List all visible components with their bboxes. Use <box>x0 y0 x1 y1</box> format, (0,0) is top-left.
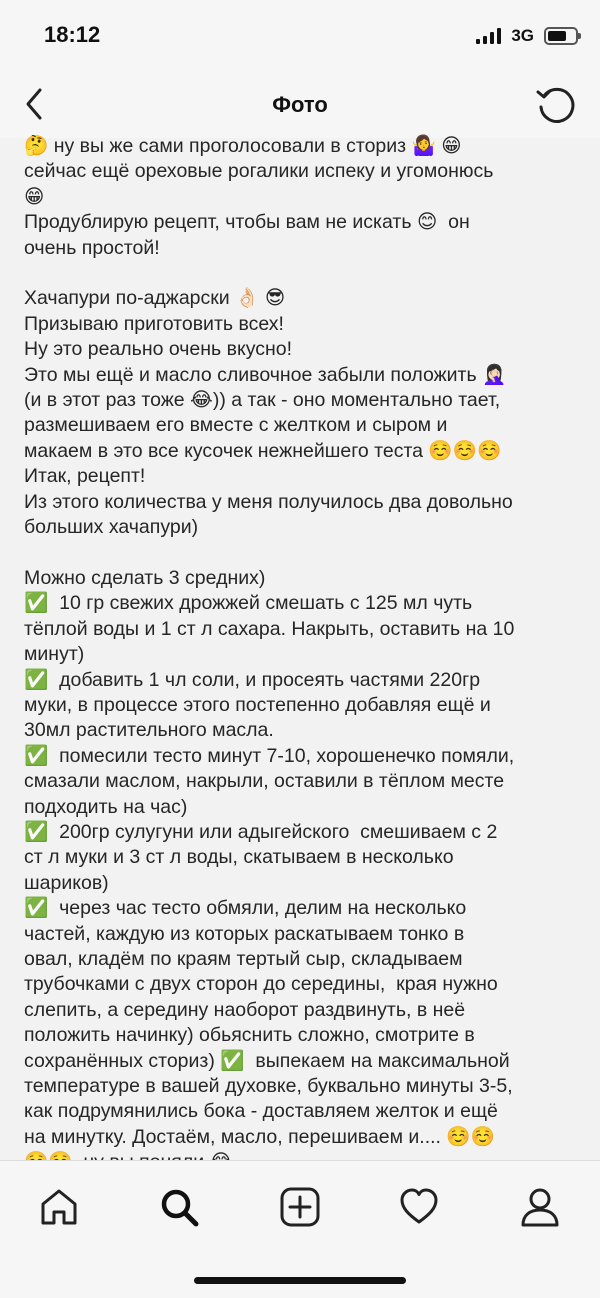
tab-activity[interactable] <box>397 1185 441 1229</box>
signal-icon <box>476 28 501 44</box>
tab-home[interactable] <box>37 1185 81 1229</box>
tab-add-post[interactable] <box>278 1185 322 1229</box>
refresh-icon <box>534 82 580 128</box>
page-title: Фото <box>272 92 328 117</box>
profile-icon <box>519 1186 561 1228</box>
battery-icon <box>544 27 578 45</box>
home-icon <box>38 1186 80 1228</box>
search-icon <box>158 1186 200 1228</box>
post-content[interactable] <box>0 135 600 1160</box>
home-indicator[interactable] <box>194 1277 406 1284</box>
heart-icon <box>398 1186 440 1228</box>
add-post-icon <box>279 1186 321 1228</box>
tab-search[interactable] <box>157 1185 201 1229</box>
status-bar <box>0 0 600 72</box>
post-caption: 🤔 ну вы же сами проголосовали в сториз 🤷‍♀️ 😁 сейчас ещё ореховые рогалики испеку и угомонюсь 😁 Продублирую рецепт, чтобы вам не искать 😊 он очень простой! Хачапури по-аджарски 👌🏻 😎 Призываю приготовить всех! Ну это реально очень вкусно! Это мы ещё и масло сливочное забыли положить 🤦🏻‍♀️ (и в этот раз тоже 😂)) а так - оно моментально тает, размешиваем его вместе с желтком и сыром и макаем в это все кусочек нежнейшего теста ☺️☺️☺️ Итак, рецепт! Из этого количества у меня получилось два довольно больших хачапури) Можно сделать 3 средних) ✅ 10 гр свежих дрожжей смешать с 125 мл чуть тёплой воды и 1 ст л сахара. Накрыть, оставить на 10 минут) ✅ добавить 1 чл соли, и просеять частями 220гр муки, в процессе этого постепенно добавляя ещё и 30мл растительного масла. ✅ помесили тесто минут 7-10, хорошенечко помяли, смазали маслом, накрыли, оставили в тёплом месте подходить на час) ✅ 200гр сулугуни или адыгейского смешиваем с 2 ст л муки и 3 ст л воды, скатываем в несколько шариков) ✅ через час тесто обмяли, делим на несколько частей, каждую из которых раскатываем тонко в овал, кладём по краям тертый сыр, складываем трубочками с двух сторон до середины, края нужно слепить, а середину наоборот раздвинуть, в неё положить начинку) обьяснить сложно, смотрите в сохранённых сториз) ✅ выпекаем на максимальной температуре в вашей духовке, буквально минуты 3-5, как подрумянились бока - доставляем желток и ещё на минутку. Достаём, масло, перешиваем и.... ☺️☺️ <box>24 135 515 1148</box>
tab-profile[interactable] <box>518 1185 562 1229</box>
status-time: 18:12 <box>44 22 101 47</box>
nav-bar <box>0 72 600 138</box>
refresh-button[interactable] <box>534 82 580 128</box>
network-type: 3G <box>511 26 534 45</box>
status-indicators <box>476 26 578 46</box>
